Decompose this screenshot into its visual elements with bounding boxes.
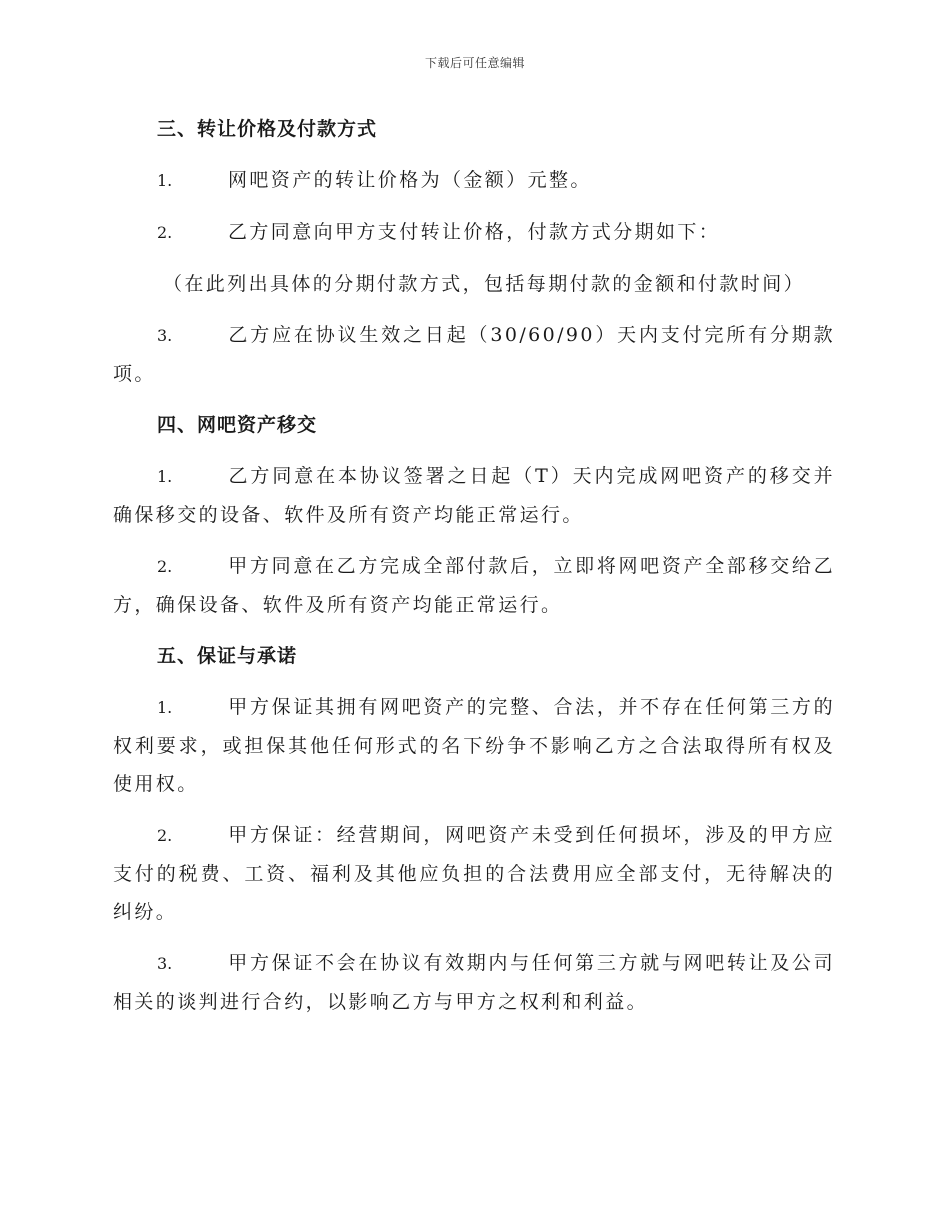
clause-text: 甲方同意在乙方完成全部付款后，立即将网吧资产全部移交给乙方，确保设备、软件及所有资产均能正常运行。 bbox=[113, 555, 835, 616]
clause-note: （在此列出具体的分期付款方式，包括每期付款的金额和付款时间） bbox=[163, 273, 806, 295]
clause bbox=[113, 547, 835, 624]
clause-number: 3. bbox=[157, 954, 173, 973]
clause-number: 1. bbox=[157, 171, 173, 190]
clause-number: 3. bbox=[157, 326, 173, 345]
clause bbox=[113, 457, 835, 534]
clause bbox=[113, 816, 835, 931]
clause bbox=[113, 944, 835, 1021]
clause-text: 乙方应在协议生效之日起（30/60/90）天内支付完所有分期款项。 bbox=[113, 324, 835, 385]
clause-number: 1. bbox=[157, 698, 173, 717]
document-body bbox=[113, 110, 835, 1021]
clause-text: 甲方保证：经营期间，网吧资产未受到任何损坏，涉及的甲方应支付的税费、工资、福利及其他应负担的合法费用应全部支付，无待解决的纠纷。 bbox=[113, 824, 835, 923]
clause bbox=[113, 688, 835, 803]
clause-number: 2. bbox=[157, 223, 173, 242]
section-heading: 三、转让价格及付款方式 bbox=[157, 118, 378, 140]
clause bbox=[113, 316, 835, 393]
clause-text: 乙方同意在本协议签署之日起（T）天内完成网吧资产的移交并确保移交的设备、软件及所有资产均能正常运行。 bbox=[113, 465, 835, 526]
clause-text: 乙方同意向甲方支付转让价格，付款方式分期如下： bbox=[228, 221, 721, 243]
clause-number: 2. bbox=[157, 557, 173, 576]
section-heading: 五、保证与承诺 bbox=[157, 645, 298, 667]
clause-number: 2. bbox=[157, 826, 173, 845]
clause-text: 甲方保证不会在协议有效期内与任何第三方就与网吧转让及公司相关的谈判进行合约，以影响乙方与甲方之权利和利益。 bbox=[113, 952, 835, 1013]
clause bbox=[113, 213, 835, 252]
section-heading: 四、网吧资产移交 bbox=[157, 414, 318, 436]
clause-number: 1. bbox=[157, 467, 173, 486]
header-note: 下载后可任意编辑 bbox=[424, 56, 525, 70]
clause-text: 网吧资产的转让价格为（金额）元整。 bbox=[228, 169, 592, 191]
clause bbox=[113, 161, 835, 200]
clause-text: 甲方保证其拥有网吧资产的完整、合法，并不存在任何第三方的权利要求，或担保其他任何形式的名下纷争不影响乙方之合法取得所有权及使用权。 bbox=[113, 696, 835, 795]
